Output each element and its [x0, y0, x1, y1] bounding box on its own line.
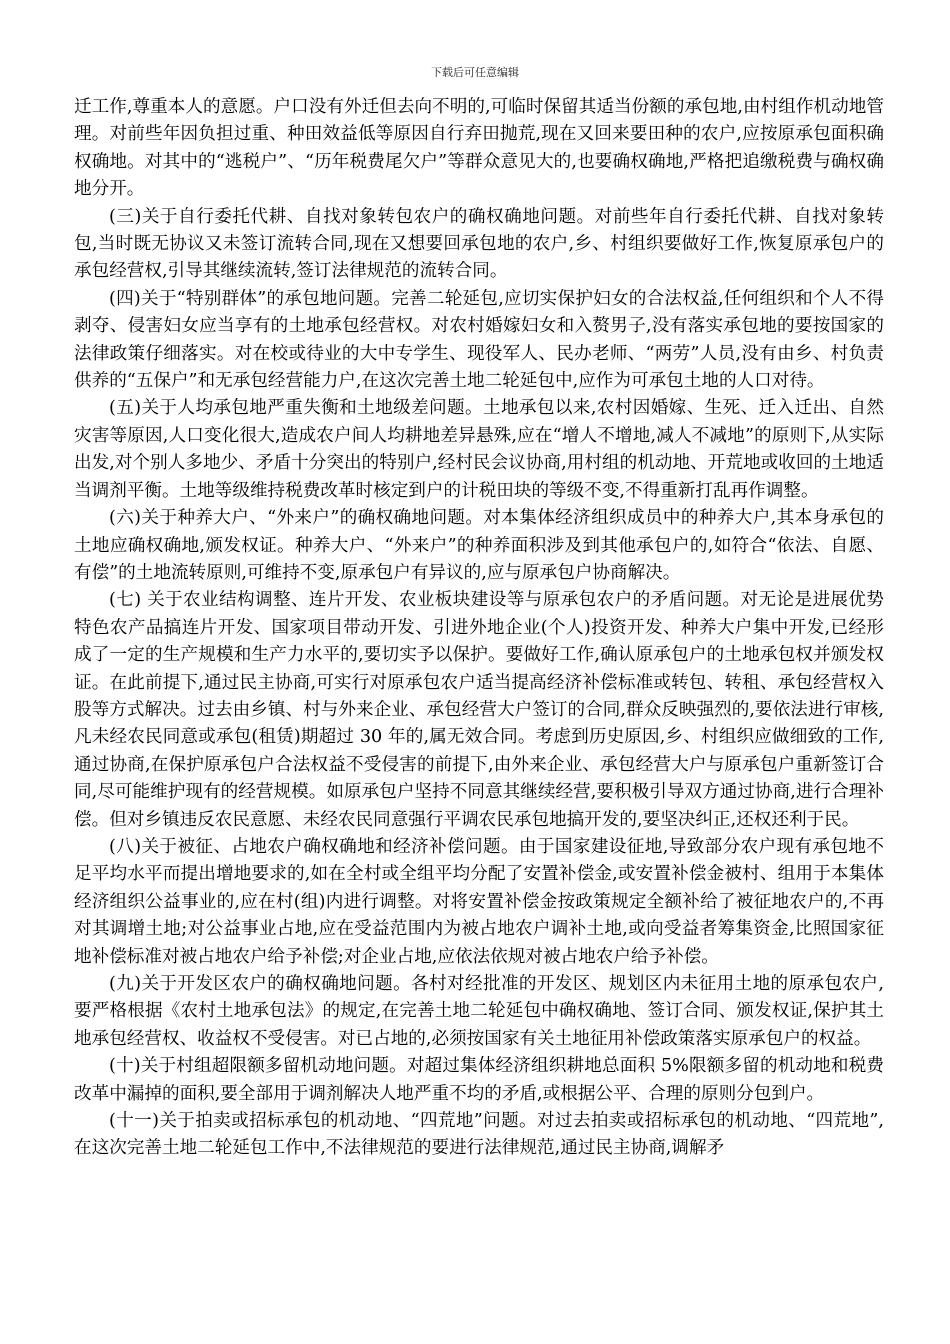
document-body [74, 94, 884, 1163]
paragraph-4: (五)关于人均承包地严重失衡和土地级差问题。土地承包以来,农村因婚嫁、生死、迁入迁出、自然灾害等原因,人口变化很大,造成农户间人均耕地差异悬殊,应在“增人不增地,减人不减地”的原则下,从实际出发,对个别人多地少、矛盾十分突出的特别户,经村民会议协商,用村组的机动地、开荒地或收回的土地适当调剂平衡。土地等级维持税费改革时核定到户的计税田块的等级不变,不得重新打乱再作调整。 [74, 398, 884, 501]
paragraph-10: (十一)关于拍卖或招标承包的机动地、“四荒地”问题。对过去拍卖或招标承包的机动地、“四荒地”,在这次完善土地二轮延包工作中,不法律规范的要进行法律规范,通过民主协商,调解矛 [74, 1111, 884, 1159]
paragraph-5: (六)关于种养大户、“外来户”的确权确地问题。对本集体经济组织成员中的种养大户,其本身承包的土地应确权确地,颁发权证。种养大户、“外来户”的种养面积涉及到其他承包户的,如符合“依法、自愿、有偿”的土地流转原则,可维持不变,原承包户有异议的,应与原承包户协商解决。 [74, 508, 884, 583]
paragraph-7: (八)关于被征、占地农户确权确地和经济补偿问题。由于国家建设征地,导致部分农户现有承包地不足平均水平而提出增地要求的,如在全村或全组平均分配了安置补偿金,或安置补偿金被村、组用于本集体经济组织公益事业的,应在村(组)内进行调整。对将安置补偿金按政策规定全额补给了被征地农户的,不再对其调增土地;对公益事业占地,应在受益范围内为被占地农户调补土地,或向受益者筹集资金,比照国家征地补偿标准对被占地农户给予补偿;对企业占地,应依法依规对被占地农户给予补偿。 [74, 836, 884, 967]
page-header: 下载后可任意编辑 [431, 66, 519, 79]
paragraph-9: (十)关于村组超限额多留机动地问题。对超过集体经济组织耕地总面积 5%限额多留的机动地和税费改革中漏掉的面积,要全部用于调剂解决人地严重不均的矛盾,或根据公平、合理的原则分包到户。 [74, 1056, 884, 1104]
paragraph-1: 迁工作,尊重本人的意愿。户口没有外迁但去向不明的,可临时保留其适当份额的承包地,由村组作机动地管理。对前些年因负担过重、种田效益低等原因自行弃田抛荒,现在又回来要田种的农户,应按原承包面积确权确地。对其中的“逃税户”、“历年税费尾欠户”等群众意见大的,也要确权确地,严格把追缴税费与确权确地分开。 [74, 97, 884, 200]
paragraph-8: (九)关于开发区农户的确权确地问题。各村对经批准的开发区、规划区内未征用土地的原承包农户,要严格根据《农村土地承包法》的规定,在完善土地二轮延包中确权确地、签订合同、颁发权证,保护其土地承包经营权、收益权不受侵害。对已占地的,必须按国家有关土地征用补偿政策落实原承包户的权益。 [74, 974, 884, 1049]
paragraph-2: (三)关于自行委托代耕、自找对象转包农户的确权确地问题。对前些年自行委托代耕、自找对象转包,当时既无协议又未签订流转合同,现在又想要回承包地的农户,乡、村组织要做好工作,恢复原承包户的承包经营权,引导其继续流转,签订法律规范的流转合同。 [74, 206, 884, 282]
paragraph-3: (四)关于“特别群体”的承包地问题。完善二轮延包,应切实保护妇女的合法权益,任何组织和个人不得剥夺、侵害妇女应当享有的土地承包经营权。对农村婚嫁妇女和入赘男子,没有落实承包地的要按国家的法律政策仔细落实。对在校或待业的大中专学生、现役军人、民办老师、“两劳”人员,没有由乡、村负责供养的“五保户”和无承包经营能力户,在这次完善土地二轮延包中,应作为可承包土地的人口对待。 [74, 288, 884, 392]
paragraph-6: (七) 关于农业结构调整、连片开发、农业板块建设等与原承包农户的矛盾问题。对无论是进展优势特色农产品搞连片开发、国家项目带动开发、引进外地企业(个人)投资开发、种养大户集中开发,已经形成了一定的生产规模和生产力水平的,要切实予以保护。要做好工作,确认原承包户的土地承包权并颁发权证。在此前提下,通过民主协商,可实行对原承包农户适当提高经济补偿标准或转包、转租、承包经营权入股等方式解决。过去由乡镇、村与外来企业、承包经营大户签订的合同,群众反映强烈的,要依法进行审核,凡未经农民同意或承包(租赁)期超过 30 年的,属无效合同。考虑到历史原因,乡、村组织应做细致的工作,通过协商,在保护原承包户合法权益不受侵害的前提下,由外来企业、承包经营大户与原承包户重新签订合同,尽可能维护现有的经营规模。如原承包户坚持不同意其继续经营,要积极引导双方通过协商,进行合理补偿。但对乡镇违反农民意愿、未经农民同意强行平调农民承包地搞开发的,要坚决纠正,还权还利于民。 [74, 590, 884, 830]
